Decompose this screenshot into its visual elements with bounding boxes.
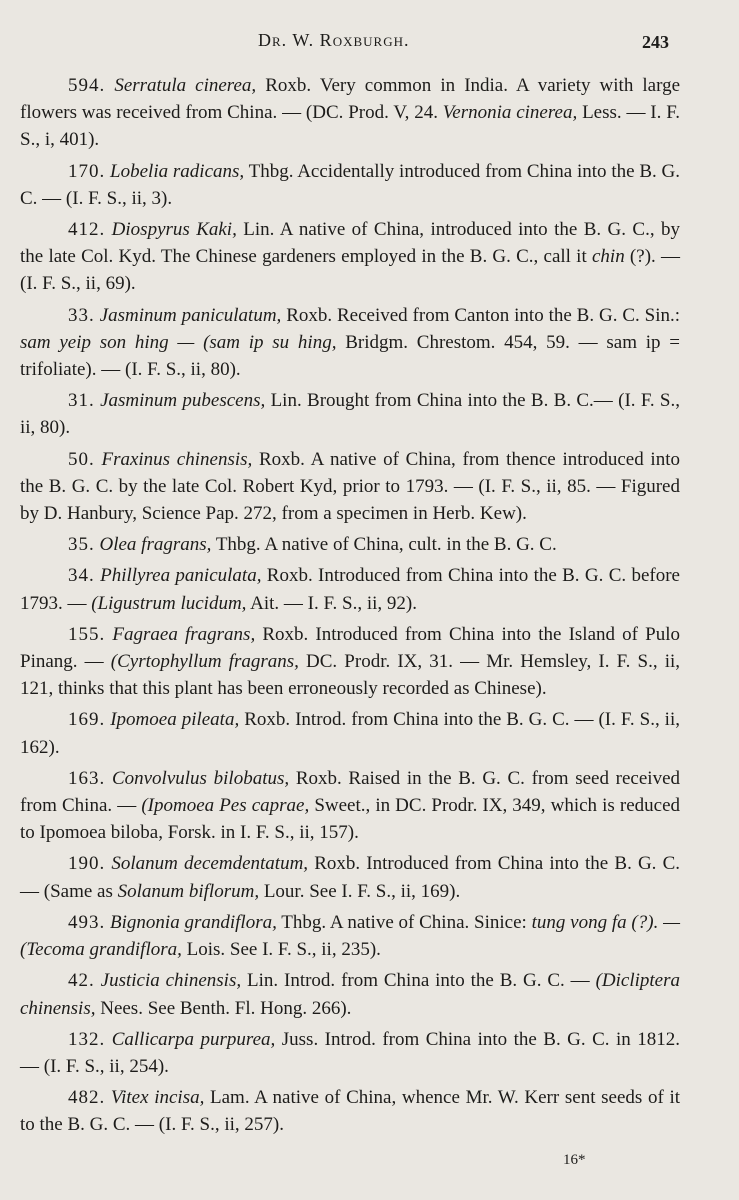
species-name: Olea fragrans, [99, 534, 212, 556]
species-name: Justicia chinensis, [100, 970, 242, 992]
entry-number: 163. [68, 767, 106, 789]
entry-reference: Lour. See I. F. S., ii, 169). [259, 880, 461, 902]
species-name: Phillyrea paniculata, [100, 565, 262, 587]
species-entry [20, 1084, 680, 1138]
entry-number: 34. [68, 565, 95, 587]
entry-reference: Lois. See I. F. S., ii, 235). [181, 939, 381, 961]
body-text [20, 72, 680, 1143]
entry-text: Lin. Brought from China into the B. B. C.— (I. F. S., ii, 80). [20, 390, 680, 439]
signature-mark: 16* [563, 1152, 586, 1168]
synonym-name: (Cyrtophyllum fragrans, [110, 651, 299, 673]
species-entry [20, 72, 680, 154]
species-name: Ipomoea pileata, [110, 709, 240, 731]
species-name: Convolvulus bilobatus, [111, 767, 290, 789]
species-name: Vitex incisa, [110, 1087, 205, 1109]
species-entry [20, 302, 680, 384]
species-entry [20, 531, 680, 558]
entry-reference: (?). — (I. F. S., ii, 69). [20, 246, 681, 295]
entry-number: 169. [68, 709, 106, 731]
species-name: Fraxinus chinensis, [101, 448, 253, 470]
entry-text: Lin. Introd. from China into the B. G. C. — [241, 970, 596, 992]
species-entry [20, 158, 680, 212]
synonym-name: chin [591, 246, 625, 268]
species-name: Solanum decemdentatum, [111, 853, 309, 875]
entry-number: 482. [68, 1087, 106, 1109]
entry-text: Roxb. Introduced from China into the Island of Pulo Pinang. — [20, 623, 680, 673]
entry-text: Roxb. Introd. from China into the B. G. C. — (I. F. S., ii, 162). [20, 709, 680, 758]
entry-text: Roxb. A native of China, from thence introduced into the B. G. C. by the late Col. Robert Kyd, prior to 1793. — (I. F. S., ii, 85. — Figured by D. Hanbury, Science Pap. 272, from a specimen in Herb. Kew). [20, 448, 680, 525]
entry-text: Thbg. A native of China. Sinice: [276, 911, 532, 933]
entry-reference: Sweet., in DC. Prodr. IX, 349, which is reduced to Ipomoea biloba, Forsk. in I. F. S., ii, 157). [20, 795, 680, 844]
synonym-name: Vernonia cinerea, [442, 102, 578, 124]
species-name: Lobelia radicans, [110, 160, 245, 182]
species-entry [20, 850, 680, 904]
synonym-name: Solanum biflorum, [117, 880, 260, 902]
entry-number: 493. [68, 911, 106, 933]
entry-reference: Bridgm. Chrestom. 454, 59. — sam ip = trifoliate). — (I. F. S., ii, 80). [20, 331, 680, 381]
entry-number: 190. [68, 853, 106, 875]
entry-text: Roxb. Introduced from China into the B. G. C. — (Same as [20, 853, 681, 902]
entry-number: 35. [68, 534, 95, 556]
entry-reference: DC. Prodr. IX, 31. — Mr. Hemsley, I. F. S., ii, 121, thinks that this plant has been erroneously recorded as Chinese). [20, 651, 681, 700]
species-entry [20, 909, 680, 963]
species-entry [20, 387, 680, 441]
species-name: Diospyrus Kaki, [111, 219, 237, 241]
entry-text: Roxb. Very common in India. A variety with large flowers was received from China. — (DC. Prod. V, 24. [20, 75, 681, 124]
entry-number: 50. [68, 448, 95, 470]
entry-number: 155. [68, 623, 106, 645]
entry-text: Lin. A native of China, introduced into the B. G. C., by the late Col. Kyd. The Chinese gardeners employed in the B. G. C., call it [20, 219, 681, 268]
synonym-name: (Ligustrum lucidum, [91, 592, 247, 614]
page-number: 243 [642, 32, 669, 52]
species-name: Serratula cinerea, [114, 75, 257, 96]
species-name: Jasminum paniculatum, [99, 304, 282, 326]
running-head: Dr. W. Roxburgh. [258, 30, 410, 50]
species-entry [20, 562, 680, 616]
synonym-name: (Ipomoea Pes caprae, [141, 795, 310, 817]
synonym-name: sam yeip son hing — (sam ip su hing, [20, 331, 337, 353]
entry-text: Lam. A native of China, whence Mr. W. Kerr sent seeds of it to the B. G. C. — (I. F. S., ii, 257). [20, 1087, 680, 1136]
species-entry [20, 765, 680, 847]
entry-reference: Less. — I. F. S., i, 401). [20, 102, 681, 151]
entry-text: Roxb. Introduced from China into the B. G. C. before 1793. — [20, 565, 680, 614]
entry-text: Juss. Introd. from China into the B. G. C. in 1812. — (I. F. S., ii, 254). [20, 1028, 680, 1077]
species-entry [20, 706, 680, 760]
entry-number: 412. [68, 219, 106, 241]
page-header [0, 30, 739, 60]
entry-number: 42. [68, 970, 95, 992]
synonym-name: (Dicliptera chinensis, [20, 970, 680, 1019]
entry-number: 33. [68, 304, 95, 326]
entry-number: 594. [68, 75, 106, 96]
species-name: Jasminum pubescens, [100, 390, 266, 412]
entry-text: Roxb. Received from Canton into the B. G. C. Sin.: [281, 304, 681, 326]
synonym-name: tung vong fa (?). — (Tecoma grandiflora, [20, 911, 681, 961]
species-name: Callicarpa purpurea, [111, 1028, 276, 1050]
species-entry [20, 1026, 680, 1080]
entry-text: Roxb. Raised in the B. G. C. from seed received from China. — [20, 767, 681, 817]
entry-text: Thbg. A native of China, cult. in the B. G. C. [211, 534, 557, 556]
species-entry [20, 621, 680, 703]
entry-reference: Ait. — I. F. S., ii, 92). [246, 592, 417, 614]
entry-number: 31. [68, 390, 95, 412]
species-name: Bignonia grandiflora, [110, 911, 277, 933]
entry-number: 132. [68, 1028, 106, 1050]
species-entry [20, 446, 680, 528]
species-entry [20, 967, 680, 1021]
species-entry [20, 216, 680, 298]
species-name: Fagraea fragrans, [112, 623, 256, 645]
entry-text: Thbg. Accidentally introduced from China into the B. G. C. — (I. F. S., ii, 3). [20, 160, 681, 209]
entry-number: 170. [68, 160, 106, 182]
entry-reference: Nees. See Benth. Fl. Hong. 266). [95, 997, 352, 1019]
